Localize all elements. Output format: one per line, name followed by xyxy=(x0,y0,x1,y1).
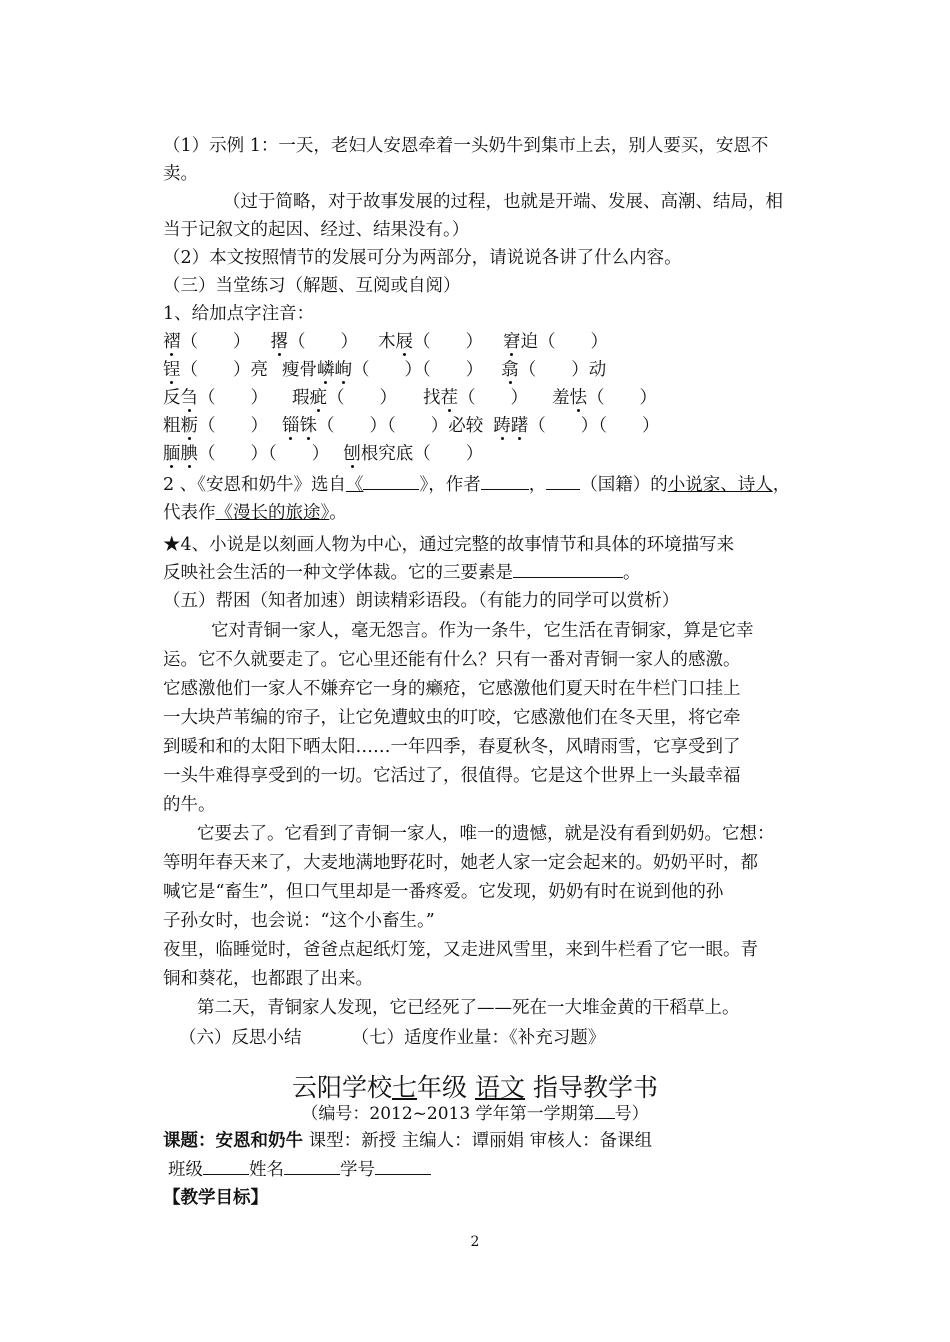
answer-blank[interactable] xyxy=(363,473,419,490)
class-label: 班级 xyxy=(168,1160,203,1180)
pinyin-word-part: 羞 xyxy=(552,388,570,408)
pinyin-item xyxy=(163,416,268,436)
section-heading: （六）反思小结 xyxy=(179,1028,302,1048)
pinyin-answer-slot: （ ） xyxy=(327,388,397,408)
section-heading: （七）适度作业量：《补充习题》 xyxy=(351,1028,606,1048)
pinyin-row xyxy=(163,412,793,440)
dotted-character: 刨 xyxy=(343,444,361,464)
dotted-character: 茬 xyxy=(440,388,458,408)
pinyin-item xyxy=(343,444,483,464)
dotted-character: 躇 xyxy=(510,416,529,436)
pinyin-item xyxy=(163,444,329,464)
dotted-character: 嶙 xyxy=(317,360,335,380)
section-heading: （五）帮困（知者加速）朗读精彩语段。（有能力的同学可以赏析） xyxy=(163,591,680,611)
title-part: 七 xyxy=(392,1073,418,1102)
question-2 xyxy=(163,471,793,499)
question-2-text: 代表作 xyxy=(163,503,216,523)
pinyin-item xyxy=(423,388,528,408)
title-part: 指导教学书 xyxy=(525,1073,658,1102)
student-info xyxy=(168,1156,798,1184)
pinyin-item xyxy=(271,332,359,352)
passage-line: 的牛。 xyxy=(163,795,216,815)
question-4-line2 xyxy=(163,559,793,587)
dotted-character: 锱 xyxy=(282,416,300,436)
pinyin-answer-slot: （ ） xyxy=(198,416,268,436)
id-label: 学号 xyxy=(340,1160,375,1180)
pinyin-item xyxy=(282,416,483,436)
text-line: （过于简略，对于故事发展的过程，也就是开端、发展、高潮、结局，相 xyxy=(223,192,783,212)
title-part: 年级 xyxy=(417,1073,475,1102)
pinyin-answer-slot: （ ） xyxy=(458,388,528,408)
answer-blank[interactable] xyxy=(481,473,529,490)
passage-line: 一大块芦苇编的帘子，让它免遭蚊虫的叮咬，它感激他们在冬天里，将它牵 xyxy=(163,708,741,728)
pinyin-answer-slot: （ ） xyxy=(198,388,268,408)
dotted-character: 腆 xyxy=(180,444,198,464)
page-number: 2 xyxy=(470,1234,480,1250)
underlined-answer: 《漫长的旅途》 xyxy=(215,503,330,523)
passage-line: 喊它是“畜生”，但口气里却是一番疼爱。它发现，奶奶有时在说到他的孙 xyxy=(163,882,724,902)
pinyin-row xyxy=(163,328,793,356)
passage-line: 它感激他们一家人不嫌弃它一身的癞疮，它感激他们夏天时在牛栏门口挂上 xyxy=(163,679,741,699)
class-field[interactable] xyxy=(203,1158,249,1175)
pinyin-item xyxy=(552,388,657,408)
pinyin-item xyxy=(163,360,268,380)
pinyin-word-part: 反 xyxy=(163,388,181,408)
question-2-line2 xyxy=(163,499,793,527)
dotted-character: 粝 xyxy=(180,416,198,436)
dotted-character: 腼 xyxy=(163,444,181,464)
dotted-character: 翕 xyxy=(501,360,519,380)
pinyin-answer-slot: 根究底（ ） xyxy=(360,444,484,464)
pinyin-answer-slot: （ ） xyxy=(413,332,483,352)
dotted-character: 峋 xyxy=(334,360,352,380)
pinyin-answer-slot: （ ）（ ）必较 xyxy=(317,416,484,436)
course-label: 课题： xyxy=(163,1131,216,1151)
course-details: 课型：新授 主编人：谭丽娟 审核人：备课组 xyxy=(303,1131,653,1151)
pinyin-word-part: 瘦骨 xyxy=(282,360,317,380)
question-2-text: ， xyxy=(528,475,547,495)
question-2-text: ， xyxy=(772,475,791,495)
pinyin-word-part: 找 xyxy=(423,388,441,408)
title-part: 云阳学校 xyxy=(292,1073,393,1102)
dotted-character: 屐 xyxy=(395,332,413,352)
dotted-character: 疵 xyxy=(309,388,327,408)
passage-line: 铜和葵花，也都跟了出来。 xyxy=(163,969,373,989)
question-2-text: 2 、《安恩和奶牛》选自 xyxy=(163,475,346,495)
answer-blank[interactable] xyxy=(513,561,623,578)
title-part: 语文 xyxy=(475,1073,526,1102)
pinyin-answer-slot: （ ） xyxy=(587,388,657,408)
pinyin-item xyxy=(163,388,268,408)
pinyin-row xyxy=(163,356,793,384)
pinyin-row xyxy=(163,384,793,412)
subtitle-part: 号） xyxy=(614,1104,649,1124)
pinyin-item xyxy=(501,360,606,380)
subtitle-part: （编号：2012~2013 学年第一学期第 xyxy=(301,1104,595,1124)
pinyin-item xyxy=(163,332,251,352)
dotted-character: 铢 xyxy=(299,416,317,436)
dotted-character: 窘 xyxy=(503,332,521,352)
passage-line: 运。它不久就要走了。它心里还能有什么？只有一番对青铜一家人的感激。 xyxy=(163,650,741,670)
objectives-heading: 【教学目标】 xyxy=(163,1188,268,1208)
question-2-text: 》，作者 xyxy=(419,475,481,495)
pinyin-answer-slot: （ ）（ ） xyxy=(528,416,660,436)
dotted-character: 撂 xyxy=(270,332,288,352)
section-footer xyxy=(163,1024,809,1052)
course-name: 安恩和奶牛 xyxy=(215,1131,303,1151)
dotted-character: 踌 xyxy=(493,416,511,436)
question-2-text: 。 xyxy=(329,503,347,523)
text-line: 当于记叙文的起因、经过、结果没有。） xyxy=(163,220,470,240)
exercise-heading: 1、给加点字注音： xyxy=(163,304,315,324)
pinyin-answer-slot: 迫（ ） xyxy=(520,332,608,352)
pinyin-answer-slot: （ ）（ ） xyxy=(352,360,484,380)
answer-blank[interactable] xyxy=(546,473,580,490)
pinyin-item xyxy=(292,388,397,408)
name-label: 姓名 xyxy=(249,1160,284,1180)
dotted-character: 锃 xyxy=(163,360,181,380)
text-line: （2）本文按照情节的发展可分为两部分，请说说各讲了什么内容。 xyxy=(163,248,682,268)
underlined-answer: 小说家、诗人 xyxy=(667,475,773,495)
pinyin-row xyxy=(163,440,793,468)
text-line: （1）示例 1：一天，老妇人安恩牵着一头奶牛到集市上去，别人要买，安恩不 xyxy=(163,136,769,156)
pinyin-item xyxy=(503,332,608,352)
passage-line: 子孙女时，也会说：“这个小畜生。” xyxy=(163,911,435,931)
passage-line: 等明年春天来了，大麦地满地野花时，她老人家一定会起来的。奶奶平时，都 xyxy=(163,853,758,873)
pinyin-answer-slot: （ ）亮 xyxy=(180,360,268,380)
answer-blank[interactable] xyxy=(595,1102,615,1119)
pinyin-word-part: 瑕 xyxy=(292,388,310,408)
question-4-text: 。 xyxy=(623,563,641,583)
pinyin-answer-slot: （ ） xyxy=(288,332,358,352)
pinyin-answer-slot: （ ）动 xyxy=(518,360,607,380)
text-line: 卖。 xyxy=(163,164,198,184)
pinyin-word-part: 木 xyxy=(378,332,396,352)
question-2-open: 《 xyxy=(345,475,364,495)
dotted-character: 刍 xyxy=(180,388,198,408)
page-subtitle xyxy=(0,1099,950,1124)
id-field[interactable] xyxy=(375,1158,431,1175)
passage-line: 第二天，青铜家人发现，它已经死了——死在一大堆金黄的干稻草上。 xyxy=(197,998,740,1018)
dotted-character: 褶 xyxy=(163,332,181,352)
passage-line: 夜里，临睡觉时，爸爸点起纸灯笼，又走进风雪里，来到牛栏看了它一眼。青 xyxy=(163,940,758,960)
question-2-text: （国籍）的 xyxy=(580,475,668,495)
dotted-character: 怯 xyxy=(569,388,587,408)
passage-line: 到暖和和的太阳下晒太阳……一年四季，春夏秋冬，风晴雨雪，它享受到了 xyxy=(163,737,741,757)
course-info xyxy=(163,1127,793,1155)
pinyin-word-part: 粗 xyxy=(163,416,181,436)
passage-line: 它要去了。它看到了青铜一家人，唯一的遗憾，就是没有看到奶奶。它想： xyxy=(197,824,775,844)
passage-line: 它对青铜一家人，毫无怨言。作为一条牛，它生活在青铜家，算是它幸 xyxy=(211,621,754,641)
passage-line: 一头牛难得享受到的一切。它活过了，很值得。它是这个世界上一头最幸福 xyxy=(163,766,741,786)
pinyin-answer-slot: （ ） xyxy=(180,332,251,352)
pinyin-item xyxy=(378,332,483,352)
pinyin-answer-slot: （ ）（ ） xyxy=(198,444,330,464)
question-4-text: 反映社会生活的一种文学体裁。它的三要素是 xyxy=(163,563,513,583)
name-field[interactable] xyxy=(284,1158,340,1175)
pinyin-item xyxy=(282,360,483,380)
section-heading: （三）当堂练习（解题、互阅或自阅） xyxy=(163,276,461,296)
pinyin-item xyxy=(493,416,659,436)
question-4: ★4、小说是以刻画人物为中心，通过完整的故事情节和具体的环境描写来 xyxy=(163,535,735,555)
